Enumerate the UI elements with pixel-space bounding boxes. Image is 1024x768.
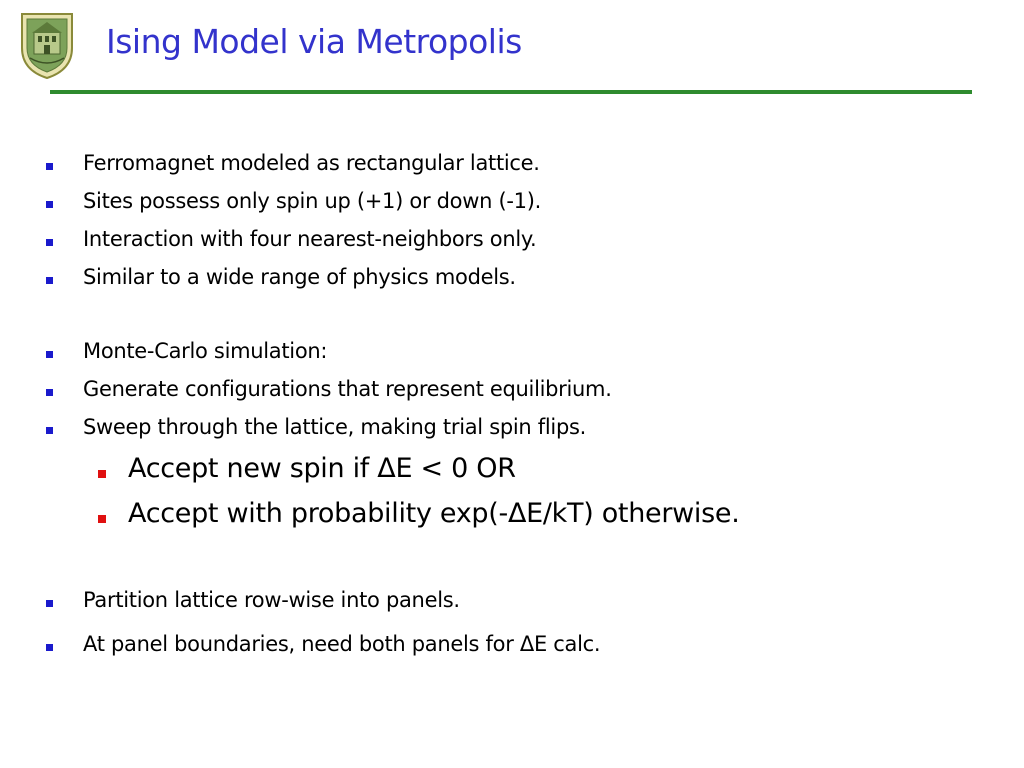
bullet-marker	[46, 427, 53, 434]
bullet-marker	[46, 277, 53, 284]
bullet-text: Sweep through the lattice, making trial spin flips.	[83, 415, 587, 439]
bullet-text: Generate configurations that represent equilibrium.	[83, 377, 612, 401]
bullet-text: Ferromagnet modeled as rectangular lattice.	[83, 151, 540, 175]
bullet-marker	[46, 644, 53, 651]
bullet-marker	[46, 600, 53, 607]
bullet-marker	[46, 351, 53, 358]
bullet-marker	[46, 201, 53, 208]
sub-bullet-marker	[98, 470, 106, 478]
sub-bullet-text: Accept with probability exp(-ΔE/kT) otherwise.	[128, 498, 740, 529]
bullet-text: At panel boundaries, need both panels for ΔE calc.	[83, 632, 601, 656]
bullet-text: Sites possess only spin up (+1) or down (-1).	[83, 189, 541, 213]
sub-bullet-marker	[98, 515, 106, 523]
bullet-text: Partition lattice row-wise into panels.	[83, 588, 460, 612]
bullet-text: Similar to a wide range of physics models.	[83, 265, 516, 289]
bullet-marker	[46, 239, 53, 246]
title-divider	[50, 90, 972, 94]
bullet-marker	[46, 389, 53, 396]
sub-bullet-text: Accept new spin if ΔE < 0 OR	[128, 453, 516, 484]
university-crest-icon	[18, 8, 76, 80]
bullet-text: Interaction with four nearest-neighbors only.	[83, 227, 537, 251]
bullet-marker	[46, 163, 53, 170]
bullet-text: Monte-Carlo simulation:	[83, 339, 328, 363]
slide-title: Ising Model via Metropolis	[106, 22, 522, 61]
